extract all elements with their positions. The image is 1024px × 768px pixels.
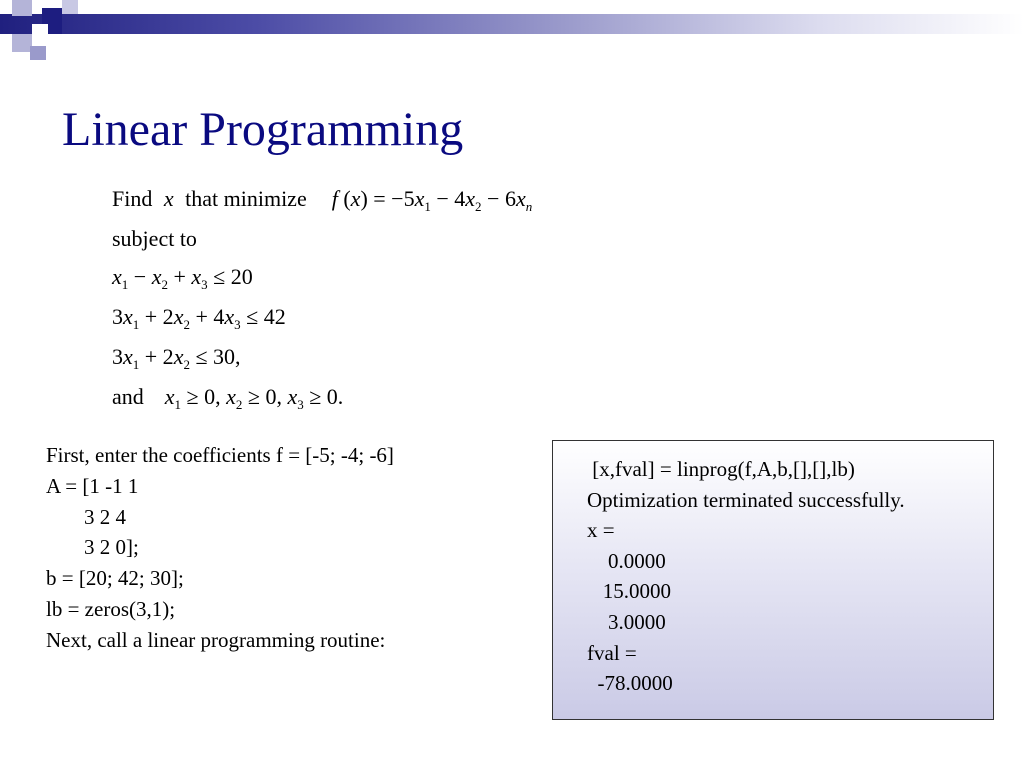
constraint-3: $3x_1 + 2x_2 \le 30$, [112,344,241,372]
output-line: 15.0000 [587,579,671,604]
nonnegativity: $x_1 \ge 0$, $x_2 \ge 0$, $x_3 \ge 0$. [164,384,344,412]
output-line: 3.0000 [587,609,666,634]
output-line: Optimization terminated successfully. [587,487,905,512]
code-instructions [46,440,394,656]
text-line: First, enter the coefficients f = [-5; -4; -6] [46,443,394,467]
header-gradient-bar [0,14,1024,34]
nonnegativity-line [112,384,343,410]
text-line: 3 2 4 [84,504,126,529]
output-line: 0.0000 [587,548,666,573]
decor-square [30,46,46,60]
output-line: [x,fval] = linprog(f,A,b,[],[],lb) [587,457,855,481]
output-box [552,440,994,720]
text-line: lb = zeros(3,1); [46,596,176,621]
decor-square [32,24,48,38]
output-line: fval = [587,640,637,665]
constraint-2: $3x_1 + 2x_2 + 4x_3 \le 42$ [112,304,286,332]
slide-title: Linear Programming [62,103,464,156]
output-line: -78.0000 [587,671,673,696]
constraint-1: $x_1 - x_2 + x_3 \le 20$ [112,264,253,292]
find-text: Find [112,186,153,211]
subject-to-line: subject to [112,226,197,251]
output-text [587,454,905,699]
text-line: Next, call a linear programming routine: [46,627,386,652]
text-line: b = [20; 42; 30]; [46,566,184,591]
that-minimize-text: that minimize [185,186,307,211]
objective-function: f $(x) = -5x_1 - 4x_2 - 6x_n$ [331,186,533,214]
decor-square [62,0,78,14]
text-line: 3 2 0]; [84,535,139,560]
var-x: x [163,186,174,211]
objective-line [112,186,532,212]
and-text: and [112,384,144,409]
output-line: x = [587,518,615,543]
decor-square [12,34,32,52]
decor-square [12,0,32,16]
text-line: A = [1 -1 1 [46,473,139,498]
